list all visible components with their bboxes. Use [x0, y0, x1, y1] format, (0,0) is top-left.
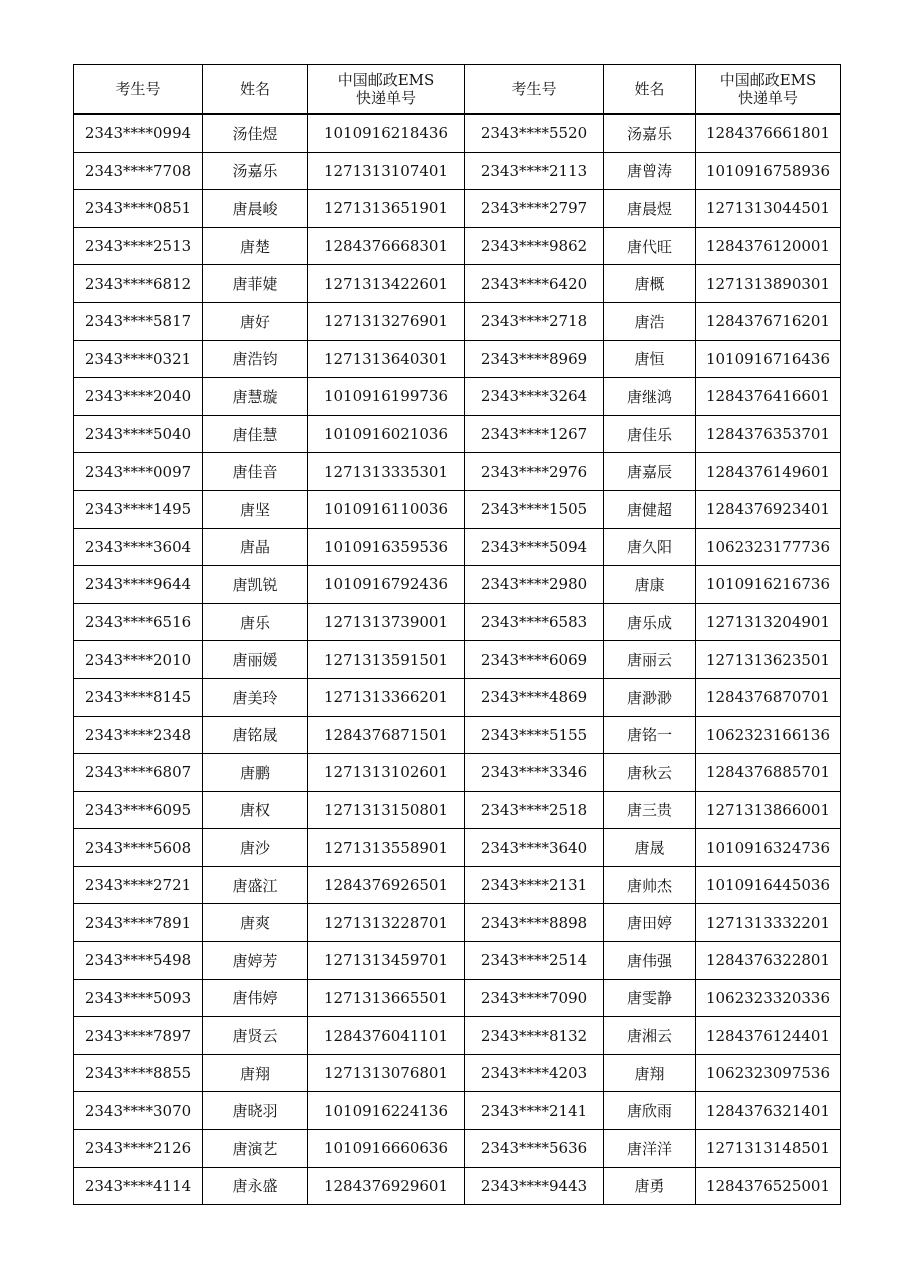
table-row	[74, 1017, 841, 1055]
ems-number-cell-right: 1271313044501	[696, 190, 841, 228]
student-id-cell-right: 2343****3640	[465, 829, 604, 867]
ems-number-cell-right: 1271313890301	[696, 265, 841, 303]
student-id-cell-left: 2343****5498	[74, 942, 203, 980]
student-id-cell-left: 2343****6516	[74, 603, 203, 641]
name-cell-right: 唐铭一	[604, 716, 696, 754]
ems-number-cell-left: 1271313640301	[308, 340, 465, 378]
name-cell-right: 唐湘云	[604, 1017, 696, 1055]
table-row	[74, 378, 841, 416]
ems-number-cell-right: 1010916758936	[696, 152, 841, 190]
student-id-cell-left: 2343****2513	[74, 227, 203, 265]
name-cell-left: 唐演艺	[203, 1130, 308, 1168]
student-id-cell-right: 2343****2131	[465, 866, 604, 904]
ems-number-cell-right: 1062323320336	[696, 979, 841, 1017]
header-ems-left	[308, 65, 465, 115]
table-row	[74, 227, 841, 265]
ems-number-cell-left: 1271313739001	[308, 603, 465, 641]
student-id-cell-right: 2343****2518	[465, 791, 604, 829]
ems-number-cell-left: 1284376041101	[308, 1017, 465, 1055]
table-row	[74, 1092, 841, 1130]
student-id-cell-right: 2343****1505	[465, 490, 604, 528]
name-cell-left: 唐伟婷	[203, 979, 308, 1017]
student-id-cell-right: 2343****3264	[465, 378, 604, 416]
table-row	[74, 1054, 841, 1092]
student-id-cell-right: 2343****6583	[465, 603, 604, 641]
table-row	[74, 754, 841, 792]
name-cell-right: 唐代旺	[604, 227, 696, 265]
student-id-cell-right: 2343****9443	[465, 1167, 604, 1205]
table-row	[74, 453, 841, 491]
student-id-cell-right: 2343****6069	[465, 641, 604, 679]
table-row	[74, 829, 841, 867]
student-id-cell-right: 2343****2797	[465, 190, 604, 228]
ems-number-cell-left: 1010916021036	[308, 415, 465, 453]
ems-number-cell-right: 1284376661801	[696, 114, 841, 152]
student-id-cell-left: 2343****9644	[74, 566, 203, 604]
name-cell-right: 唐雯静	[604, 979, 696, 1017]
student-id-cell-right: 2343****8132	[465, 1017, 604, 1055]
name-cell-left: 唐贤云	[203, 1017, 308, 1055]
name-cell-right: 唐田婷	[604, 904, 696, 942]
name-cell-right: 唐伟强	[604, 942, 696, 980]
name-cell-left: 唐美玲	[203, 678, 308, 716]
student-id-cell-left: 2343****7891	[74, 904, 203, 942]
ems-number-cell-right: 1062323166136	[696, 716, 841, 754]
ems-number-cell-left: 1271313102601	[308, 754, 465, 792]
header-name-right: 姓名	[604, 65, 696, 115]
name-cell-right: 唐恒	[604, 340, 696, 378]
ems-number-cell-left: 1271313366201	[308, 678, 465, 716]
student-id-cell-right: 2343****5155	[465, 716, 604, 754]
ems-number-cell-left: 1010916359536	[308, 528, 465, 566]
header-ems-line1: 中国邮政EMS	[337, 71, 435, 89]
name-cell-left: 唐晨峻	[203, 190, 308, 228]
student-id-cell-right: 2343****1267	[465, 415, 604, 453]
ems-number-cell-left: 1271313228701	[308, 904, 465, 942]
table-row	[74, 265, 841, 303]
ems-number-cell-right: 1284376525001	[696, 1167, 841, 1205]
table-row	[74, 641, 841, 679]
ems-number-cell-left: 1271313459701	[308, 942, 465, 980]
ems-number-cell-left: 1271313422601	[308, 265, 465, 303]
student-id-cell-right: 2343****2141	[465, 1092, 604, 1130]
table-row	[74, 942, 841, 980]
name-cell-left: 唐楚	[203, 227, 308, 265]
ems-number-cell-right: 1284376416601	[696, 378, 841, 416]
name-cell-right: 唐洋洋	[604, 1130, 696, 1168]
header-ems-line1: 中国邮政EMS	[719, 71, 817, 89]
student-id-cell-right: 2343****4869	[465, 678, 604, 716]
ems-number-cell-left: 1010916110036	[308, 490, 465, 528]
table-row	[74, 566, 841, 604]
name-cell-left: 唐权	[203, 791, 308, 829]
name-cell-left: 唐铭晟	[203, 716, 308, 754]
student-id-cell-right: 2343****5094	[465, 528, 604, 566]
name-cell-right: 唐概	[604, 265, 696, 303]
table-row	[74, 152, 841, 190]
ems-number-cell-left: 1271313107401	[308, 152, 465, 190]
ems-number-cell-right: 1010916716436	[696, 340, 841, 378]
table-row	[74, 1167, 841, 1205]
name-cell-right: 唐丽云	[604, 641, 696, 679]
ems-number-cell-right: 1010916216736	[696, 566, 841, 604]
name-cell-right: 唐浩	[604, 302, 696, 340]
table-row	[74, 190, 841, 228]
ems-number-cell-right: 1284376870701	[696, 678, 841, 716]
table-row	[74, 114, 841, 152]
student-id-cell-right: 2343****3346	[465, 754, 604, 792]
name-cell-right: 唐欣雨	[604, 1092, 696, 1130]
ems-number-cell-right: 1284376353701	[696, 415, 841, 453]
ems-number-cell-right: 1271313332201	[696, 904, 841, 942]
table-row	[74, 528, 841, 566]
ems-number-cell-right: 1284376923401	[696, 490, 841, 528]
ems-number-cell-right: 1284376716201	[696, 302, 841, 340]
header-student-id-left: 考生号	[74, 65, 203, 115]
ems-number-cell-right: 1271313623501	[696, 641, 841, 679]
name-cell-right: 唐佳乐	[604, 415, 696, 453]
ems-number-cell-right: 1284376120001	[696, 227, 841, 265]
student-id-cell-right: 2343****5520	[465, 114, 604, 152]
ems-number-cell-right: 1284376124401	[696, 1017, 841, 1055]
student-id-cell-left: 2343****7708	[74, 152, 203, 190]
name-cell-left: 唐浩钧	[203, 340, 308, 378]
student-id-cell-right: 2343****9862	[465, 227, 604, 265]
header-name-left: 姓名	[203, 65, 308, 115]
student-id-cell-left: 2343****5817	[74, 302, 203, 340]
name-cell-left: 唐翔	[203, 1054, 308, 1092]
ems-number-cell-right: 1271313866001	[696, 791, 841, 829]
student-id-cell-right: 2343****2980	[465, 566, 604, 604]
name-cell-right: 唐帅杰	[604, 866, 696, 904]
name-cell-left: 唐慧璇	[203, 378, 308, 416]
name-cell-right: 唐勇	[604, 1167, 696, 1205]
name-cell-left: 唐菲婕	[203, 265, 308, 303]
ems-number-cell-right: 1284376322801	[696, 942, 841, 980]
table-row	[74, 866, 841, 904]
ems-tracking-table	[73, 64, 841, 1205]
table-row	[74, 979, 841, 1017]
ems-number-cell-left: 1271313558901	[308, 829, 465, 867]
student-id-cell-left: 2343****5608	[74, 829, 203, 867]
table-body	[74, 114, 841, 1205]
ems-number-cell-right: 1062323097536	[696, 1054, 841, 1092]
student-id-cell-left: 2343****6807	[74, 754, 203, 792]
student-id-cell-left: 2343****2721	[74, 866, 203, 904]
name-cell-right: 唐健超	[604, 490, 696, 528]
name-cell-left: 唐乐	[203, 603, 308, 641]
student-id-cell-right: 2343****5636	[465, 1130, 604, 1168]
header-ems-line2: 快递单号	[737, 89, 798, 107]
student-id-cell-left: 2343****2126	[74, 1130, 203, 1168]
name-cell-right: 唐三贵	[604, 791, 696, 829]
student-id-cell-left: 2343****2348	[74, 716, 203, 754]
student-id-cell-left: 2343****6812	[74, 265, 203, 303]
student-id-cell-left: 2343****0097	[74, 453, 203, 491]
student-id-cell-left: 2343****3070	[74, 1092, 203, 1130]
student-id-cell-right: 2343****2976	[465, 453, 604, 491]
name-cell-left: 唐坚	[203, 490, 308, 528]
table-row	[74, 904, 841, 942]
student-id-cell-left: 2343****1495	[74, 490, 203, 528]
ems-number-cell-left: 1284376871501	[308, 716, 465, 754]
name-cell-left: 唐爽	[203, 904, 308, 942]
student-id-cell-left: 2343****3604	[74, 528, 203, 566]
header-ems-right	[696, 65, 841, 115]
header-ems-line2: 快递单号	[355, 89, 416, 107]
name-cell-left: 唐永盛	[203, 1167, 308, 1205]
table-row	[74, 603, 841, 641]
name-cell-left: 唐凯锐	[203, 566, 308, 604]
ems-number-cell-right: 1010916445036	[696, 866, 841, 904]
student-id-cell-right: 2343****7090	[465, 979, 604, 1017]
ems-number-cell-left: 1010916218436	[308, 114, 465, 152]
name-cell-left: 唐鹏	[203, 754, 308, 792]
student-id-cell-left: 2343****5040	[74, 415, 203, 453]
ems-number-cell-left: 1010916792436	[308, 566, 465, 604]
table-row	[74, 678, 841, 716]
ems-number-cell-right: 1062323177736	[696, 528, 841, 566]
student-id-cell-left: 2343****0994	[74, 114, 203, 152]
ems-number-cell-left: 1284376668301	[308, 227, 465, 265]
ems-number-cell-left: 1271313591501	[308, 641, 465, 679]
table-row	[74, 415, 841, 453]
student-id-cell-right: 2343****8969	[465, 340, 604, 378]
ems-number-cell-right: 1010916324736	[696, 829, 841, 867]
student-id-cell-left: 2343****8145	[74, 678, 203, 716]
name-cell-right: 唐翔	[604, 1054, 696, 1092]
student-id-cell-right: 2343****6420	[465, 265, 604, 303]
ems-number-cell-left: 1010916224136	[308, 1092, 465, 1130]
table-header	[74, 65, 841, 115]
ems-number-cell-left: 1271313665501	[308, 979, 465, 1017]
name-cell-left: 唐晶	[203, 528, 308, 566]
ems-number-cell-left: 1271313335301	[308, 453, 465, 491]
student-id-cell-left: 2343****7897	[74, 1017, 203, 1055]
name-cell-right: 唐康	[604, 566, 696, 604]
table-row	[74, 340, 841, 378]
ems-number-cell-left: 1284376929601	[308, 1167, 465, 1205]
name-cell-right: 唐嘉辰	[604, 453, 696, 491]
name-cell-right: 唐久阳	[604, 528, 696, 566]
name-cell-left: 唐晓羽	[203, 1092, 308, 1130]
student-id-cell-right: 2343****2718	[465, 302, 604, 340]
name-cell-right: 汤嘉乐	[604, 114, 696, 152]
ems-number-cell-left: 1010916660636	[308, 1130, 465, 1168]
name-cell-right: 唐继鸿	[604, 378, 696, 416]
table-row	[74, 716, 841, 754]
table-row	[74, 791, 841, 829]
table-row	[74, 302, 841, 340]
student-id-cell-left: 2343****8855	[74, 1054, 203, 1092]
student-id-cell-left: 2343****2040	[74, 378, 203, 416]
student-id-cell-left: 2343****6095	[74, 791, 203, 829]
table-row	[74, 490, 841, 528]
student-id-cell-right: 2343****2514	[465, 942, 604, 980]
name-cell-left: 汤嘉乐	[203, 152, 308, 190]
ems-number-cell-left: 1271313276901	[308, 302, 465, 340]
student-id-cell-left: 2343****0321	[74, 340, 203, 378]
ems-number-cell-right: 1284376885701	[696, 754, 841, 792]
name-cell-left: 唐沙	[203, 829, 308, 867]
name-cell-left: 汤佳煜	[203, 114, 308, 152]
name-cell-right: 唐秋云	[604, 754, 696, 792]
name-cell-left: 唐佳慧	[203, 415, 308, 453]
name-cell-left: 唐好	[203, 302, 308, 340]
name-cell-right: 唐曾涛	[604, 152, 696, 190]
student-id-cell-left: 2343****4114	[74, 1167, 203, 1205]
ems-number-cell-right: 1271313204901	[696, 603, 841, 641]
name-cell-right: 唐晟	[604, 829, 696, 867]
ems-number-cell-right: 1284376321401	[696, 1092, 841, 1130]
header-row	[74, 65, 841, 115]
name-cell-left: 唐盛江	[203, 866, 308, 904]
student-id-cell-left: 2343****5093	[74, 979, 203, 1017]
name-cell-left: 唐婷芳	[203, 942, 308, 980]
ems-number-cell-left: 1271313150801	[308, 791, 465, 829]
ems-number-cell-right: 1284376149601	[696, 453, 841, 491]
student-id-cell-left: 2343****0851	[74, 190, 203, 228]
student-id-cell-left: 2343****2010	[74, 641, 203, 679]
name-cell-right: 唐乐成	[604, 603, 696, 641]
student-id-cell-right: 2343****2113	[465, 152, 604, 190]
ems-number-cell-left: 1271313651901	[308, 190, 465, 228]
ems-number-cell-left: 1284376926501	[308, 866, 465, 904]
ems-number-cell-left: 1010916199736	[308, 378, 465, 416]
student-id-cell-right: 2343****4203	[465, 1054, 604, 1092]
header-student-id-right: 考生号	[465, 65, 604, 115]
name-cell-left: 唐佳音	[203, 453, 308, 491]
student-id-cell-right: 2343****8898	[465, 904, 604, 942]
name-cell-right: 唐渺渺	[604, 678, 696, 716]
table-row	[74, 1130, 841, 1168]
name-cell-right: 唐晨煜	[604, 190, 696, 228]
name-cell-left: 唐丽媛	[203, 641, 308, 679]
ems-number-cell-left: 1271313076801	[308, 1054, 465, 1092]
ems-number-cell-right: 1271313148501	[696, 1130, 841, 1168]
